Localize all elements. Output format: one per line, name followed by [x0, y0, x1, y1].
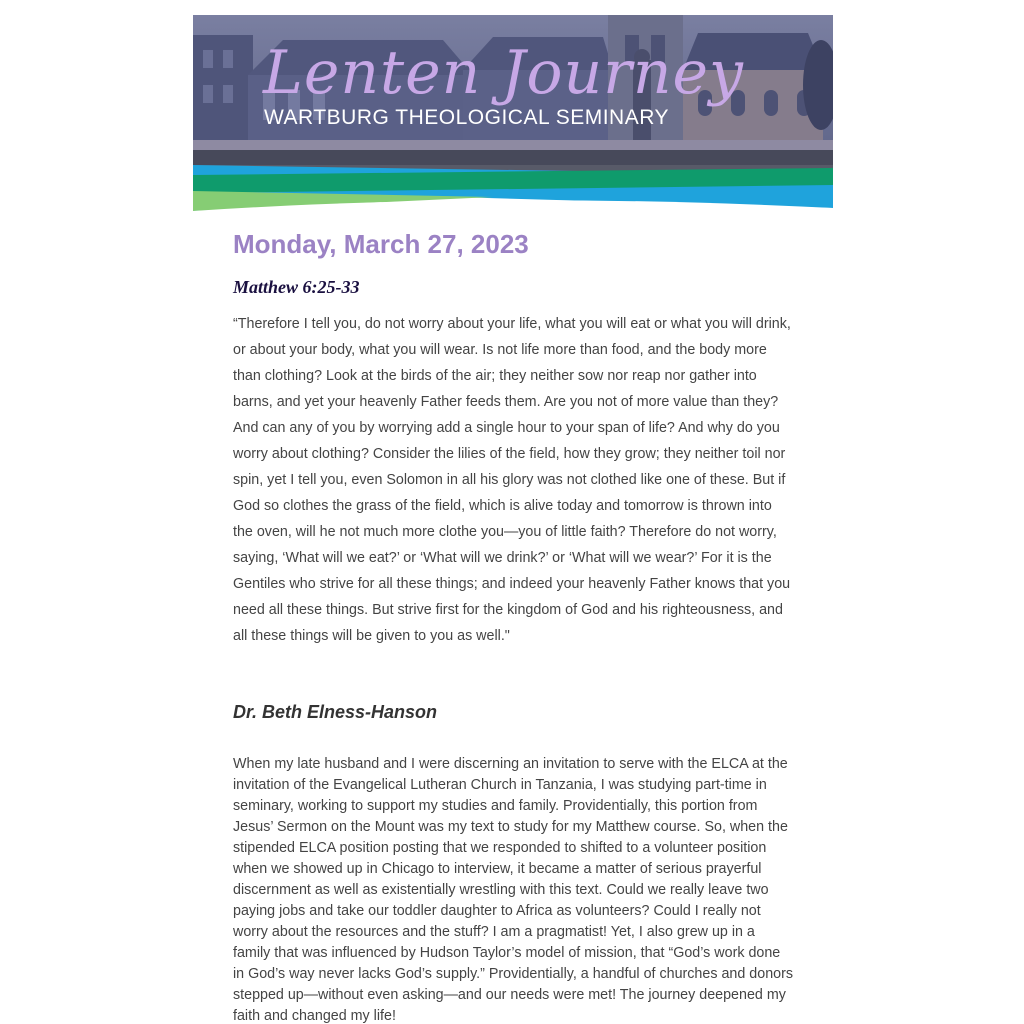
scripture-reference: Matthew 6:25-33: [233, 277, 360, 297]
scripture-text: “Therefore I tell you, do not worry about your life, what you will eat or what you will drink, or about your body, what you will wear. Is not life more than food, and the body more than clothing? Look at the birds of the air; they neither sow nor reap nor gather into barns, and yet your heavenly Father feeds them. Are you not of more value than they? And can any of you by worrying add a single hour to your span of life? And why do you worry about clothing? Consider the lilies of the field, how they grow; they neither toil nor spin, yet I tell you, even Solomon in all his glory was not clothed like one of these. But if God so clothes the grass of the field, which is alive today and tomorrow is thrown into the oven, will he not much more clothe you—you of little faith? Therefore do not worry, saying, ‘What will we eat?’ or ‘What will we drink?’ or ‘What will we wear?’ For it is the Gentiles who strive for all these things; and indeed your heavenly Father knows that you need all these things. But strive first for the kingdom of God and his righteousness, and all these things will be given to you as well.": [233, 316, 791, 644]
devotion-content: [233, 228, 793, 1024]
header-banner: [193, 15, 833, 215]
banner-title: Lenten Journey: [263, 38, 744, 108]
banner-subtitle: WARTBURG THEOLOGICAL SEMINARY: [264, 106, 670, 129]
author-name: Dr. Beth Elness-Hanson: [233, 702, 438, 722]
reflection-text: When my late husband and I were discerning an invitation to serve with the ELCA at the invitation of the Evangelical Lutheran Church in Tanzania, I was studying part-time in seminary, working to support my studies and family. Providentially, this portion from Jesus’ Sermon on the Mount was my text to study for my Matthew course. So, when the stipended ELCA position posting that we responded to shifted to a volunteer position when we showed up in Chicago to interview, it became a matter of serious prayerful discernment as well as existentially wrestling with this text. Could we really leave two paying jobs and take our toddler daughter to Africa as volunteers? Could I really not worry about the resources and the stuff? I am a pragmatist! Yet, I also grew up in a family that was influenced by Hudson Taylor’s model of mission, that “God’s work done in God’s way never lacks God’s supply.” Providentially, a handful of churches and donors stepped up—without even asking—and our needs were met! The journey deepened my faith and changed my life!: [233, 756, 794, 1024]
devotion-date: Monday, March 27, 2023: [233, 229, 529, 259]
newsletter-page: [193, 15, 833, 1024]
